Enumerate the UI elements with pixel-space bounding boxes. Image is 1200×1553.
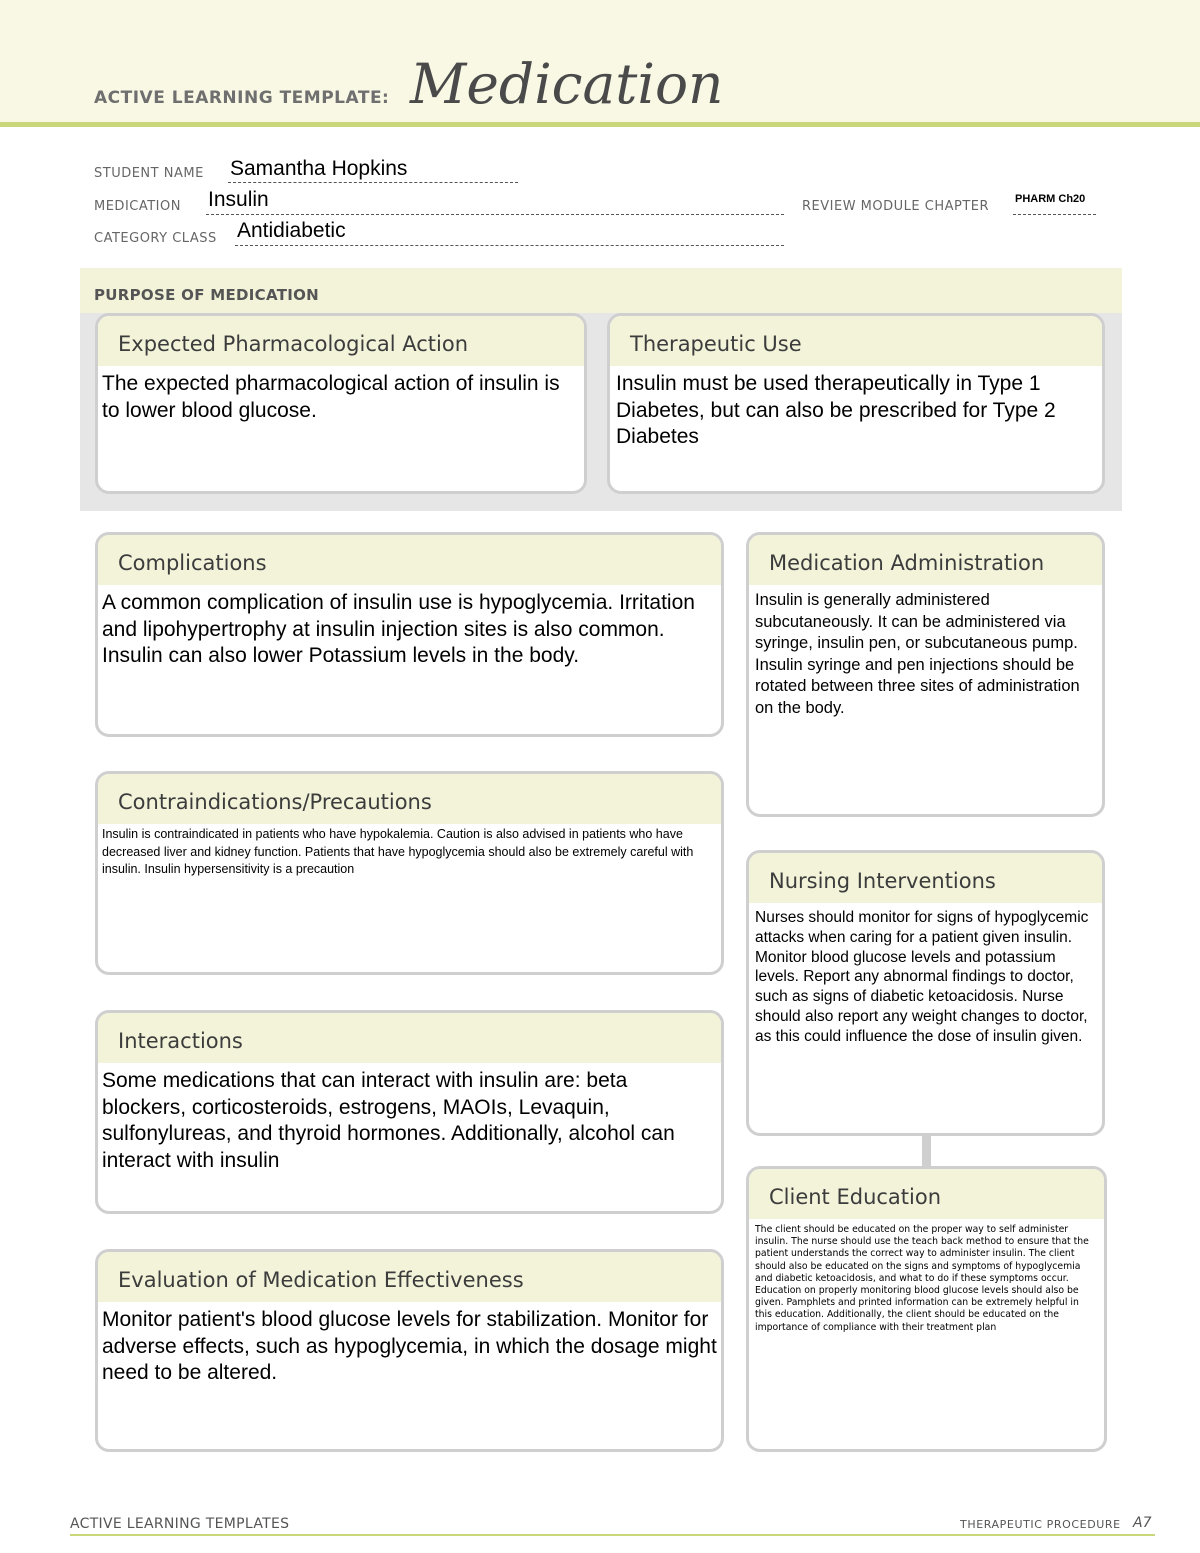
expected-action-title: Expected Pharmacological Action xyxy=(98,316,584,366)
interactions-text[interactable]: Some medications that can interact with insulin are: beta blockers, corticosteroids, estrogens, MAOIs, Levaquin, sulfonylureas, and thyroid hormones. Additionally, alcohol can interact with insulin xyxy=(102,1069,675,1172)
client-education-title: Client Education xyxy=(749,1169,1104,1219)
medication-label: MEDICATION xyxy=(94,199,181,214)
client-education-box xyxy=(746,1166,1107,1452)
header-rule xyxy=(0,122,1200,127)
review-module-value[interactable]: PHARM Ch20 xyxy=(1015,193,1086,205)
client-education-text[interactable]: The client should be educated on the proper way to self administer insulin. The nurse should use the teach back method to ensure that the patient understands the correct way to administer insulin. The client should also be educated on the signs and symptoms of hypoglycemia and diabetic ketoacidosis, and what to do if these symptoms occur. Education on properly monitoring blood glucose levels should also be given. Pamphlets and printed information can be extremely helpful in this education. Additionally, the client should be educated on the importance of compliance with their treatment plan xyxy=(755,1224,1089,1333)
contraindications-text[interactable]: Insulin is contraindicated in patients who have hypokalemia. Caution is also advised in patients who have decreased liver and kidney function. Patients that have hypoglycemia should also be extremely careful with insulin. Insulin hypersensitivity is a precaution xyxy=(102,827,694,876)
interactions-box xyxy=(95,1010,724,1214)
student-name-value[interactable]: Samantha Hopkins xyxy=(230,157,408,180)
expected-action-box xyxy=(95,313,587,494)
template-title: Medication xyxy=(410,52,724,116)
expected-action-text[interactable]: The expected pharmacological action of insulin is to lower blood glucose. xyxy=(102,372,560,422)
therapeutic-use-box xyxy=(607,313,1105,494)
footer-left-label: ACTIVE LEARNING TEMPLATES xyxy=(70,1516,290,1532)
footer-right-label: THERAPEUTIC PROCEDURE xyxy=(960,1518,1121,1531)
category-class-value[interactable]: Antidiabetic xyxy=(237,219,346,242)
medication-line xyxy=(206,214,784,215)
template-label: ACTIVE LEARNING TEMPLATE: xyxy=(94,88,390,108)
evaluation-box xyxy=(95,1249,724,1452)
therapeutic-use-text[interactable]: Insulin must be used therapeutically in Type 1 Diabetes, but can also be prescribed for Type 2 Diabetes xyxy=(616,372,1056,448)
therapeutic-use-title: Therapeutic Use xyxy=(610,316,1102,366)
interactions-title: Interactions xyxy=(98,1013,721,1063)
nursing-text[interactable]: Nurses should monitor for signs of hypoglycemic attacks when caring for a patient given insulin. Monitor blood glucose levels and potassium levels. Report any abnormal findings to doctor, such as signs of diabetic ketoacidosis. Nurse should also report any weight changes to doctor, as this could influence the dose of insulin given. xyxy=(755,909,1089,1045)
category-class-line xyxy=(235,245,784,246)
contraindications-box xyxy=(95,771,724,975)
box-connector xyxy=(922,1135,931,1168)
complications-title: Complications xyxy=(98,535,721,585)
footer-page-number: A7 xyxy=(1133,1515,1152,1531)
nursing-title: Nursing Interventions xyxy=(749,853,1102,903)
student-name-line xyxy=(228,182,518,183)
purpose-label: PURPOSE OF MEDICATION xyxy=(94,286,320,304)
medication-value[interactable]: Insulin xyxy=(208,188,269,211)
contraindications-title: Contraindications/Precautions xyxy=(98,774,721,824)
review-module-line xyxy=(1013,214,1096,215)
evaluation-text[interactable]: Monitor patient's blood glucose levels for stabilization. Monitor for adverse effects, such as hypoglycemia, in which the dosage might need to be altered. xyxy=(102,1308,717,1384)
complications-text[interactable]: A common complication of insulin use is hypoglycemia. Irritation and lipohypertrophy at insulin injection sites is also common. Insulin can also lower Potassium levels in the body. xyxy=(102,591,695,667)
administration-title: Medication Administration xyxy=(749,535,1102,585)
administration-text[interactable]: Insulin is generally administered subcutaneously. It can be administered via syringe, insulin pen, or subcutaneous pump. Insulin syringe and pen injections should be rotated between three sites of administration on the body. xyxy=(755,591,1080,717)
nursing-box xyxy=(746,850,1105,1136)
complications-box xyxy=(95,532,724,737)
category-class-label: CATEGORY CLASS xyxy=(94,231,217,246)
administration-box xyxy=(746,532,1105,817)
evaluation-title: Evaluation of Medication Effectiveness xyxy=(98,1252,721,1302)
student-name-label: STUDENT NAME xyxy=(94,166,204,181)
review-module-label: REVIEW MODULE CHAPTER xyxy=(802,199,990,214)
footer-rule xyxy=(70,1534,1155,1536)
